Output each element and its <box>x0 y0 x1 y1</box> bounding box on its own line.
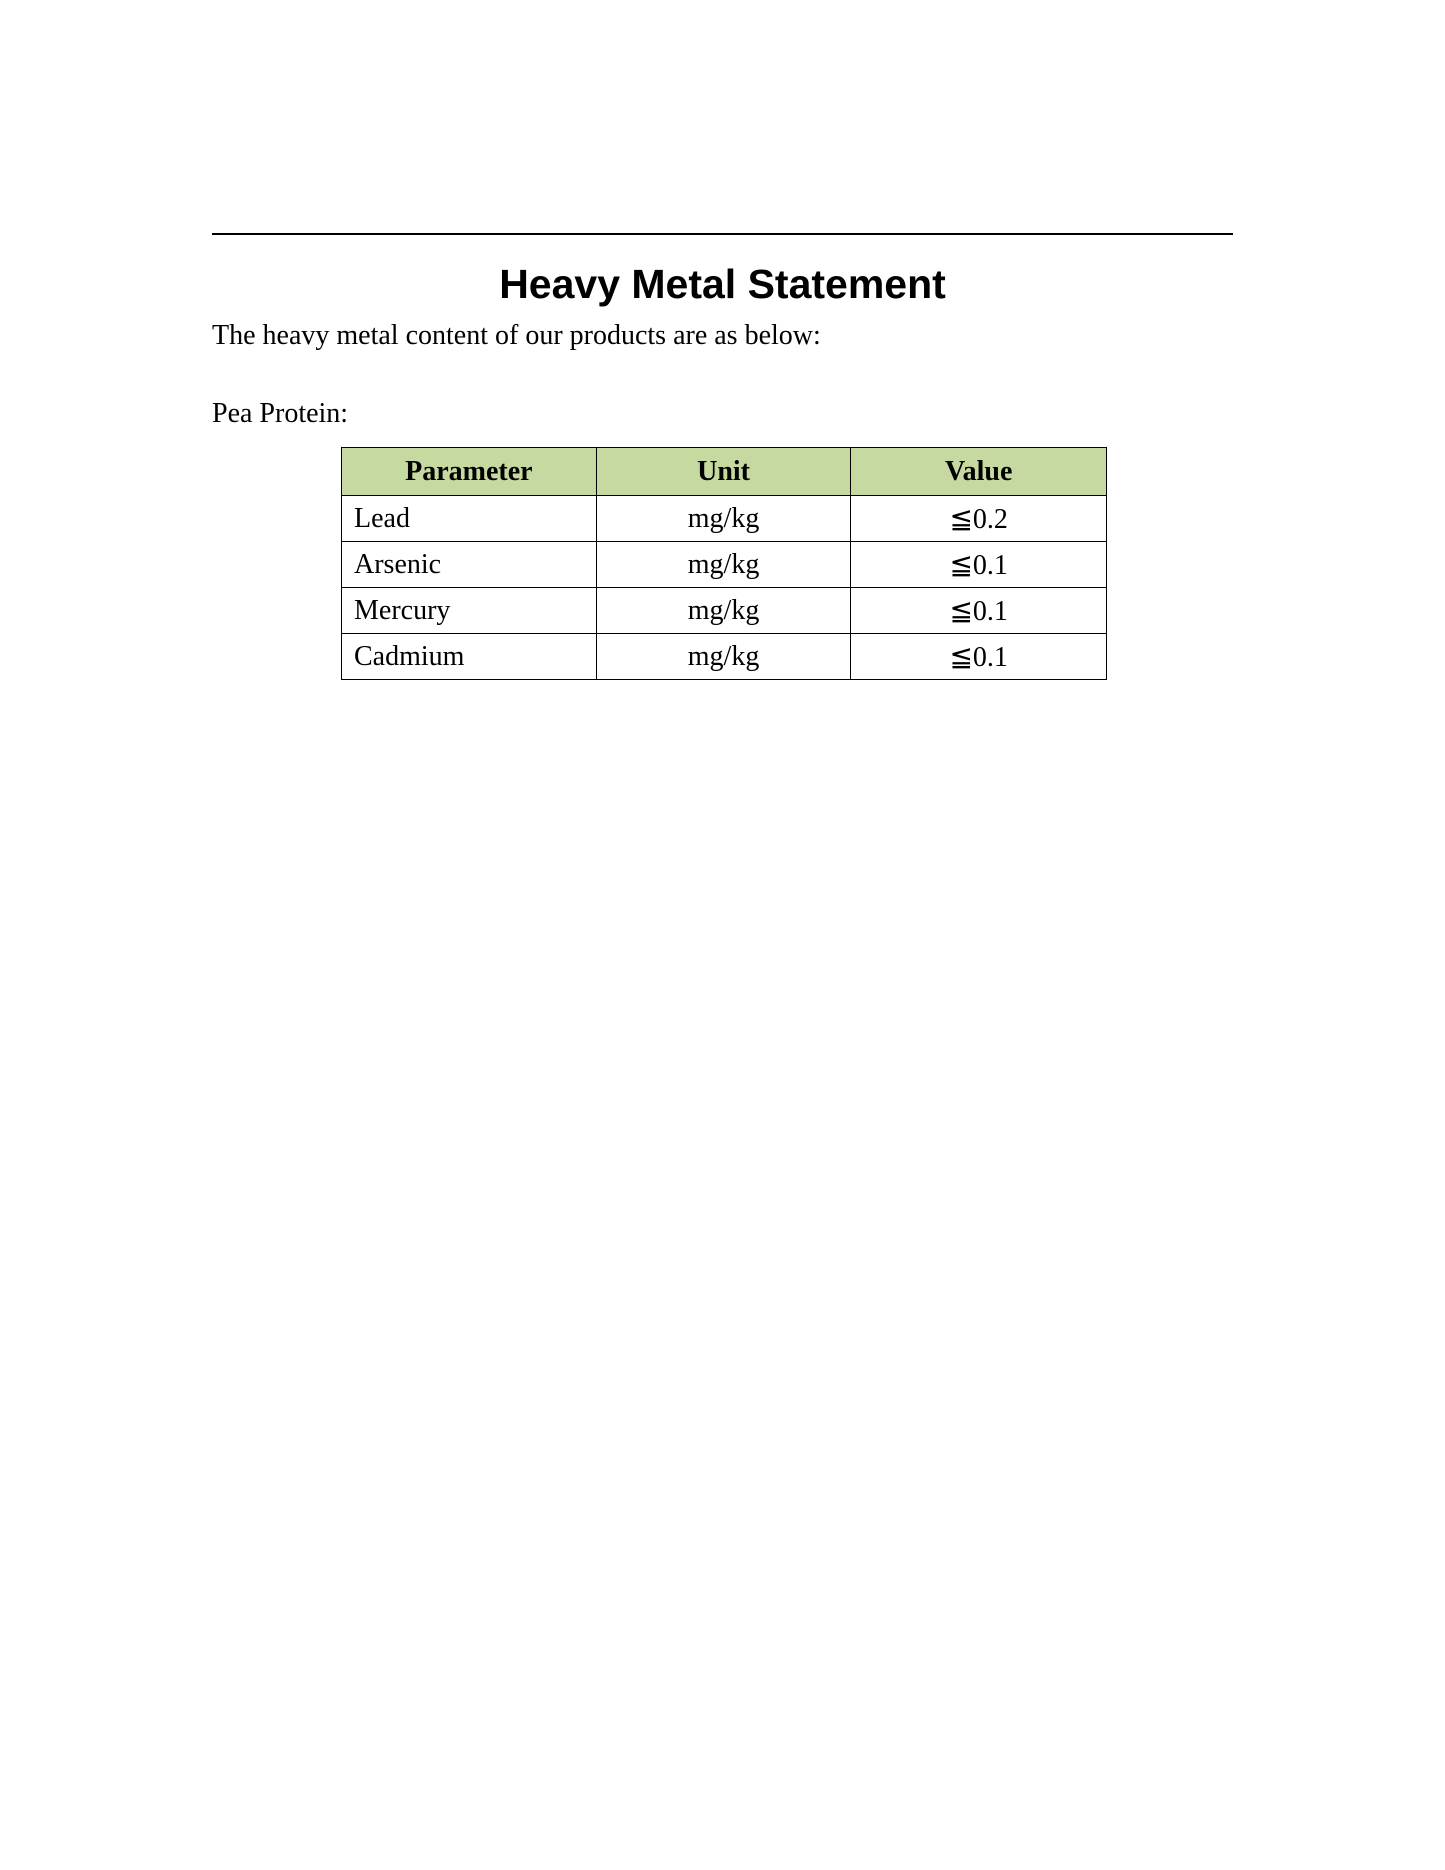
cell-unit: mg/kg <box>596 588 851 634</box>
table-row <box>342 496 1107 542</box>
cell-unit: mg/kg <box>596 542 851 588</box>
column-header-value: Value <box>851 448 1107 496</box>
intro-text: The heavy metal content of our products are as below: <box>212 320 821 351</box>
page-title: Heavy Metal Statement <box>499 261 946 307</box>
cell-value: ≦0.1 <box>851 588 1107 634</box>
table-row <box>342 588 1107 634</box>
cell-parameter: Arsenic <box>342 542 597 588</box>
header-rule <box>212 233 1233 235</box>
product-label: Pea Protein: <box>212 398 349 429</box>
cell-unit: mg/kg <box>596 496 851 542</box>
cell-parameter: Cadmium <box>342 634 597 680</box>
cell-parameter: Lead <box>342 496 597 542</box>
cell-unit: mg/kg <box>596 634 851 680</box>
heavy-metal-table <box>341 447 1107 680</box>
cell-value: ≦0.1 <box>851 634 1107 680</box>
table-row <box>342 542 1107 588</box>
cell-value: ≦0.1 <box>851 542 1107 588</box>
table-row <box>342 634 1107 680</box>
table-header-row <box>342 448 1107 496</box>
column-header-parameter: Parameter <box>342 448 597 496</box>
cell-value: ≦0.2 <box>851 496 1107 542</box>
cell-parameter: Mercury <box>342 588 597 634</box>
column-header-unit: Unit <box>596 448 851 496</box>
